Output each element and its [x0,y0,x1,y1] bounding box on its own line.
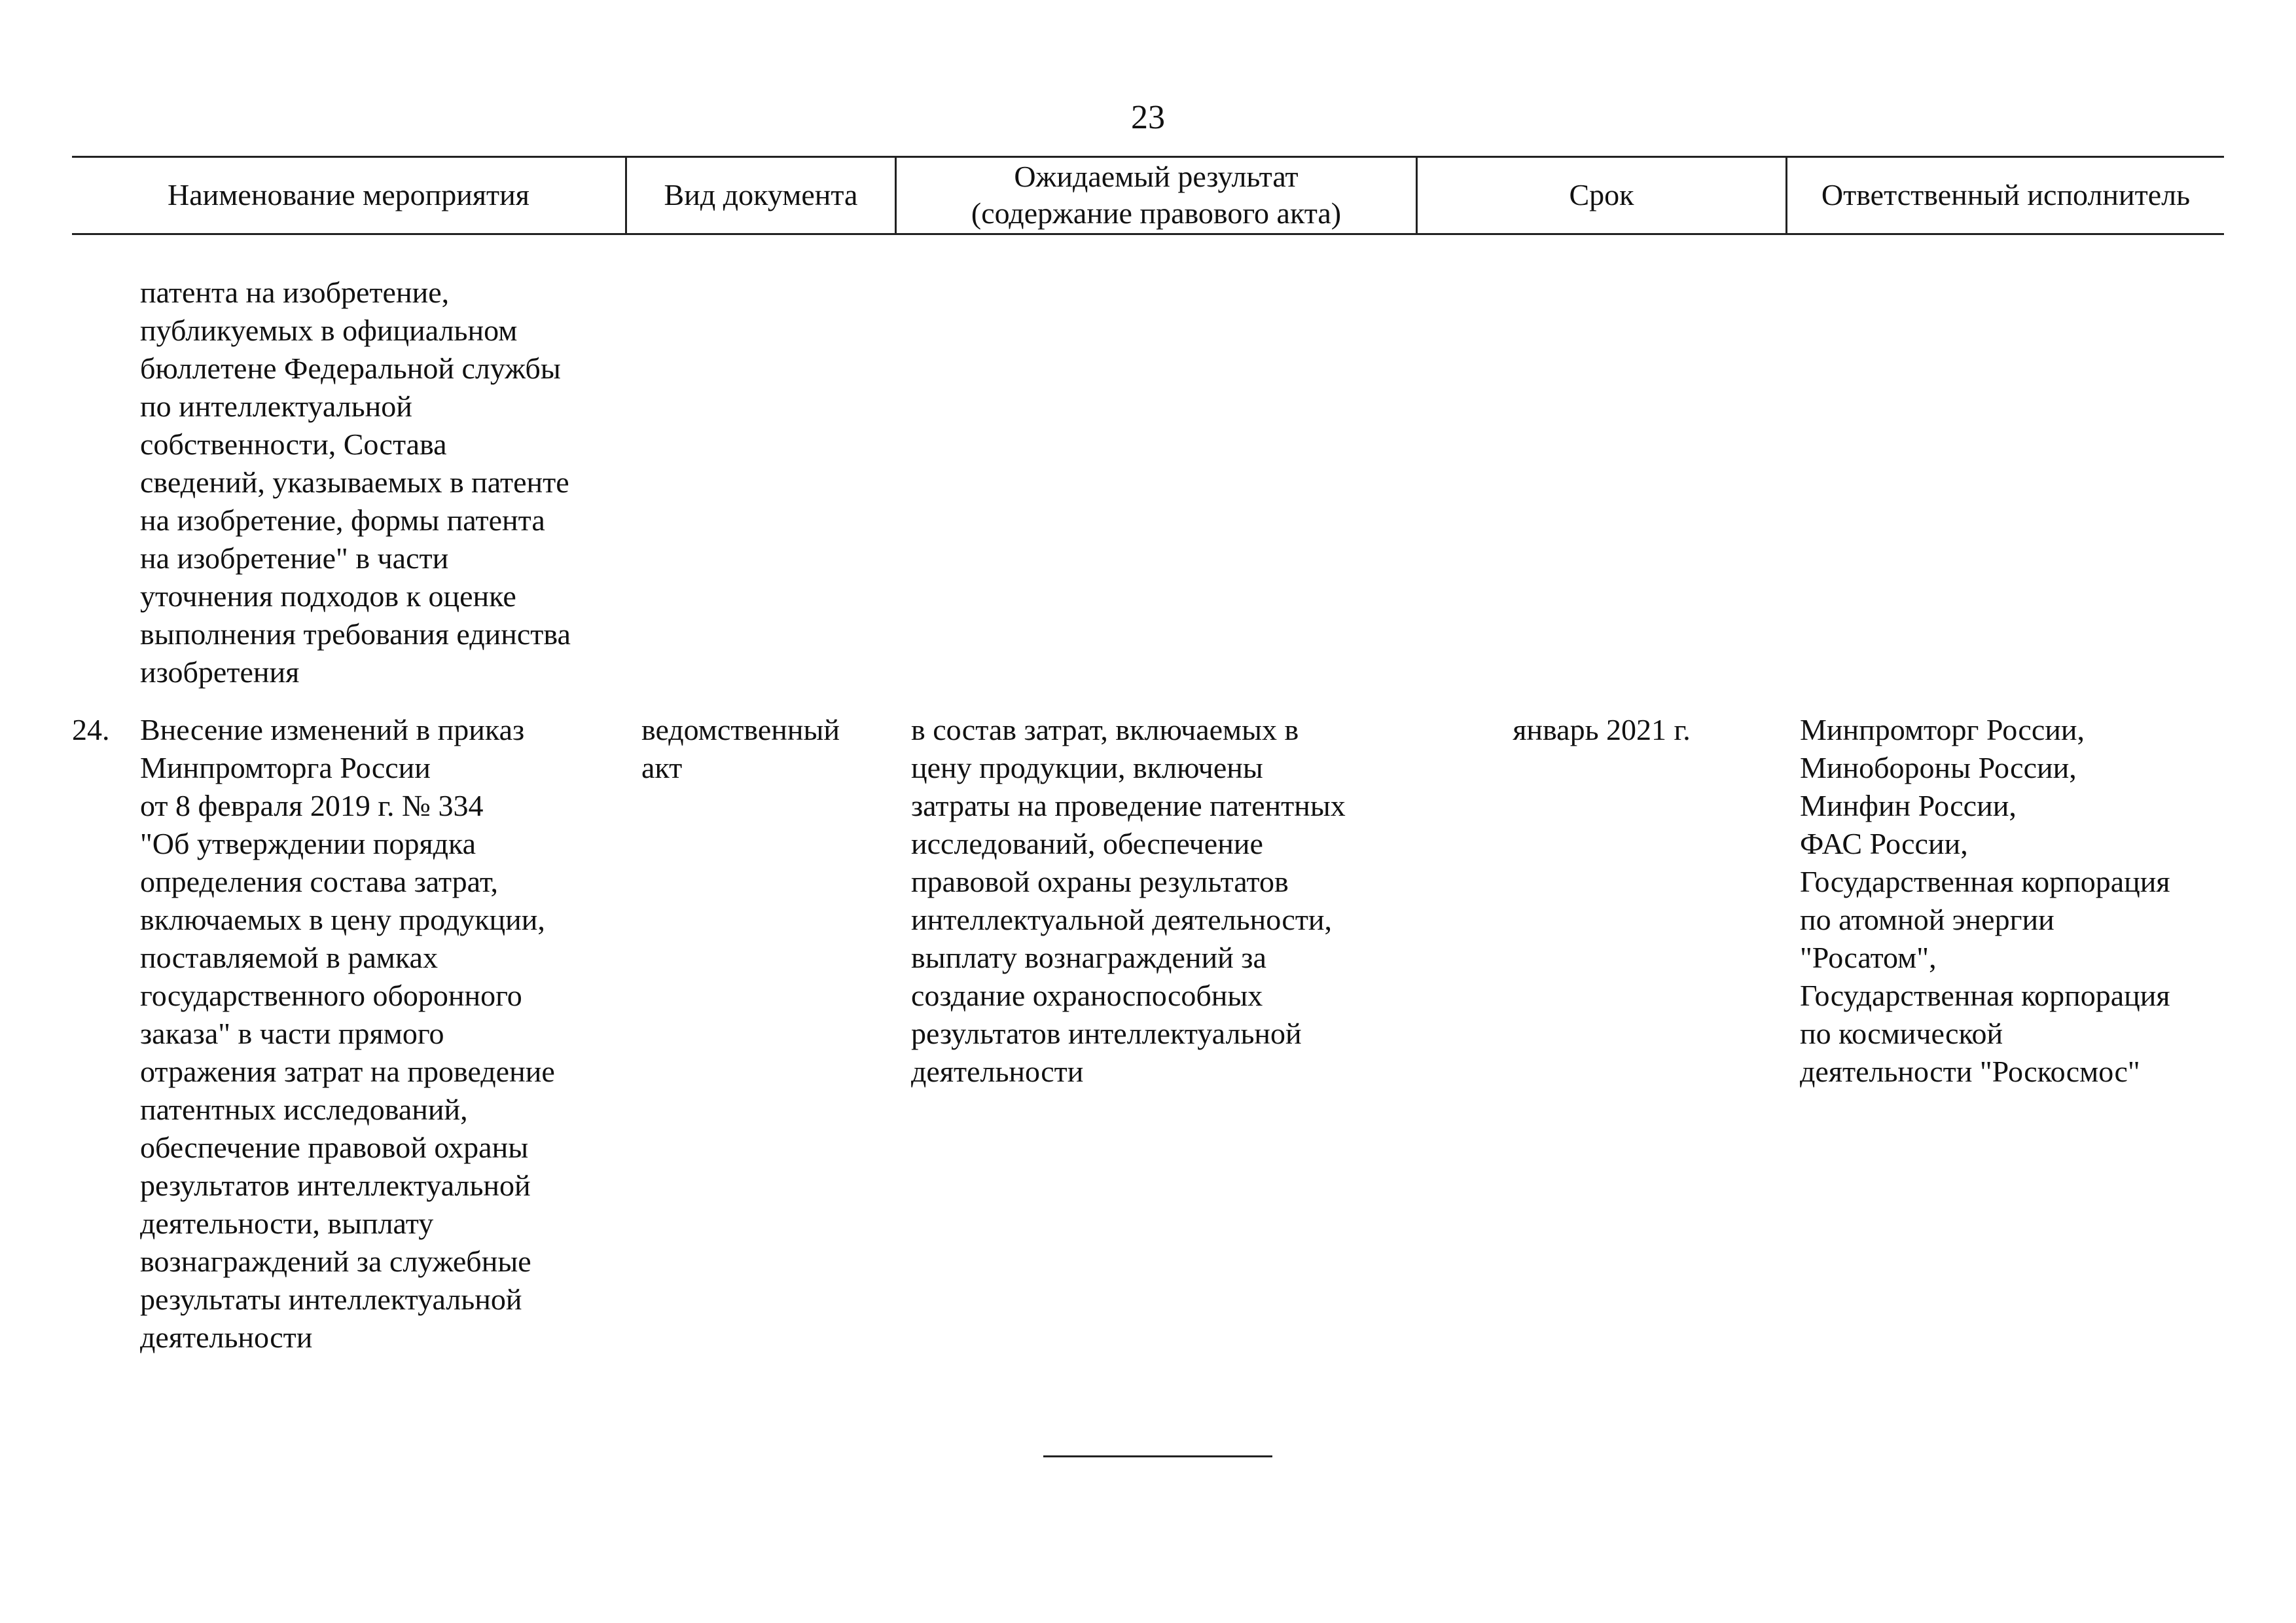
header-responsible: Ответственный исполнитель [1821,178,2191,211]
row-number: 24. [72,713,110,746]
continuation-event-name: патента на изобретение, публикуемых в официальном бюллетене Федеральной службы по интеллектуальной собственности, Состава сведений, указываемых в патенте на изобретение, формы патента на изобретение" в части уточнения подходов к оценке выполнения требования единства изобретения [140,276,571,689]
row-expected-result: в состав затрат, включаемых в цену продукции, включены затраты на проведение патентных исследований, обеспечение правовой охраны результатов интеллектуальной деятельности, выплату вознаграждений за создание охраноспособных результатов интеллектуальной деятельности [911,713,1346,1088]
header-document-type: Вид документа [664,178,858,211]
row-event-name: Внесение изменений в приказ Минпромторга России от 8 февраля 2019 г. № 334 "Об утверждении порядка определения состава затрат, включаемых в цену продукции, поставляемой в рамках государственного оборонного заказа" в части прямого отражения затрат на проведение патентных исследований, обеспечение правовой охраны результатов интеллектуальной деятельности, выплату вознаграждений за служебные результаты интеллектуальной деятельности [140,713,555,1354]
row-deadline: январь 2021 г. [1513,713,1691,746]
header-expected-result: Ожидаемый результат (содержание правового акта) [971,160,1342,230]
page-number: 23 [1131,99,1165,136]
end-of-document-rule [1043,1455,1272,1457]
header-event-name: Наименование мероприятия [168,178,529,211]
row-document-type: ведомственный акт [641,713,840,784]
header-deadline: Срок [1569,178,1634,211]
row-responsible: Минпромторг России, Минобороны России, Минфин России, ФАС России, Государственная корпорация по атомной энергии "Росатом", Государственная корпорация по космической деятельности "Роскосмос" [1800,713,2170,1088]
table-header-bottom-rule [72,233,2224,235]
